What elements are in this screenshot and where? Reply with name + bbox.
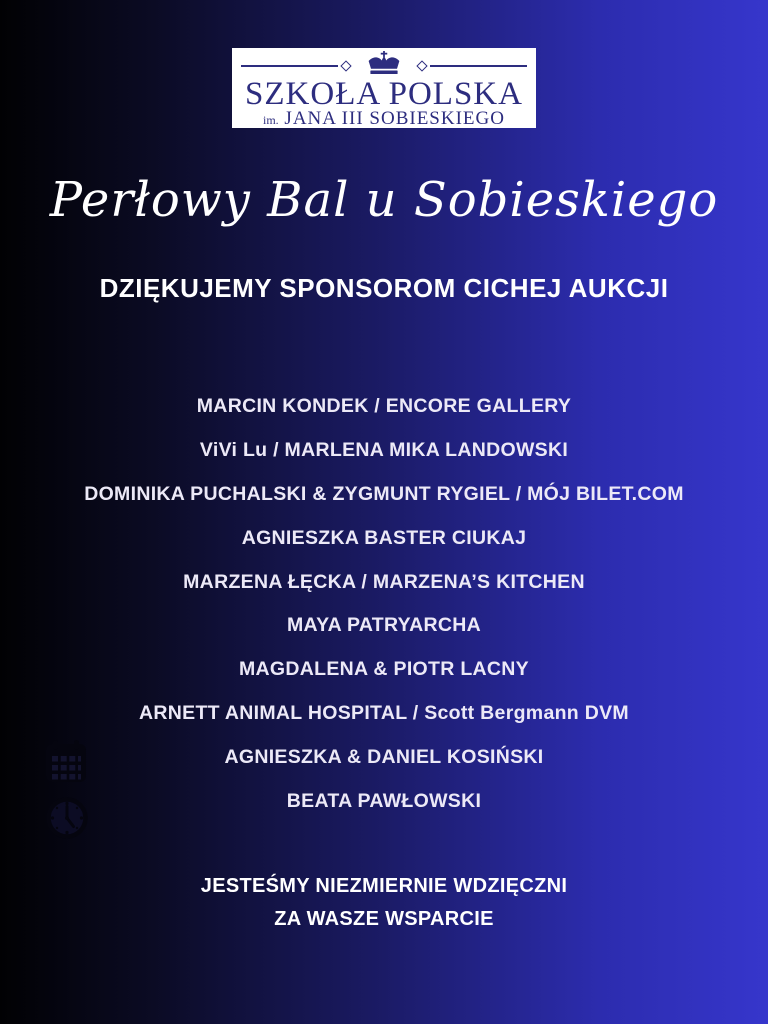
school-logo [232, 48, 536, 128]
sponsor-item: DOMINIKA PUCHALSKI & ZYGMUNT RYGIEL / MÓJ BILET.COM [84, 482, 684, 505]
closing-line-1: JESTEŚMY NIEZMIERNIE WDZIĘCZNI [200, 875, 568, 897]
event-title: Perłowy Bal u Sobieskiego [49, 172, 719, 228]
sponsor-list [0, 385, 768, 823]
sponsor-item: MAGDALENA & PIOTR LACNY [238, 658, 529, 681]
calendar-icon [46, 740, 86, 789]
school-subname-text: JANA III SOBIESKIEGO [284, 108, 505, 129]
clock-icon [46, 797, 88, 844]
school-subname [263, 109, 505, 130]
sponsor-item: MARCIN KONDEK / ENCORE GALLERY [196, 395, 572, 418]
ornament-rule-right [430, 65, 527, 67]
sponsor-item: AGNIESZKA BASTER CIUKAJ [241, 526, 527, 549]
ornament-rule-left [241, 65, 338, 67]
school-name: SZKOŁA POLSKA [245, 76, 523, 112]
school-subname-prefix: im. [263, 113, 279, 127]
ornament-diamond-right [416, 60, 427, 71]
ornament-diamond-left [340, 60, 351, 71]
sponsor-item: MAYA PATRYARCHA [286, 614, 482, 637]
sponsor-item: ViVi Lu / MARLENA MIKA LANDOWSKI [199, 439, 569, 462]
closing-message [0, 870, 768, 935]
page-title: DZIĘKUJEMY SPONSOROM CICHEJ AUKCJI [99, 273, 669, 303]
sponsor-item: AGNIESZKA & DANIEL KOSIŃSKI [224, 745, 544, 768]
sponsor-item: MARZENA ŁĘCKA / MARZENA’S KITCHEN [183, 570, 585, 593]
sponsor-item: BEATA PAWŁOWSKI [286, 789, 482, 812]
closing-line-2: ZA WASZE WSPARCIE [274, 907, 494, 930]
sponsor-item: ARNETT ANIMAL HOSPITAL / Scott Bergmann DVM [139, 701, 629, 724]
